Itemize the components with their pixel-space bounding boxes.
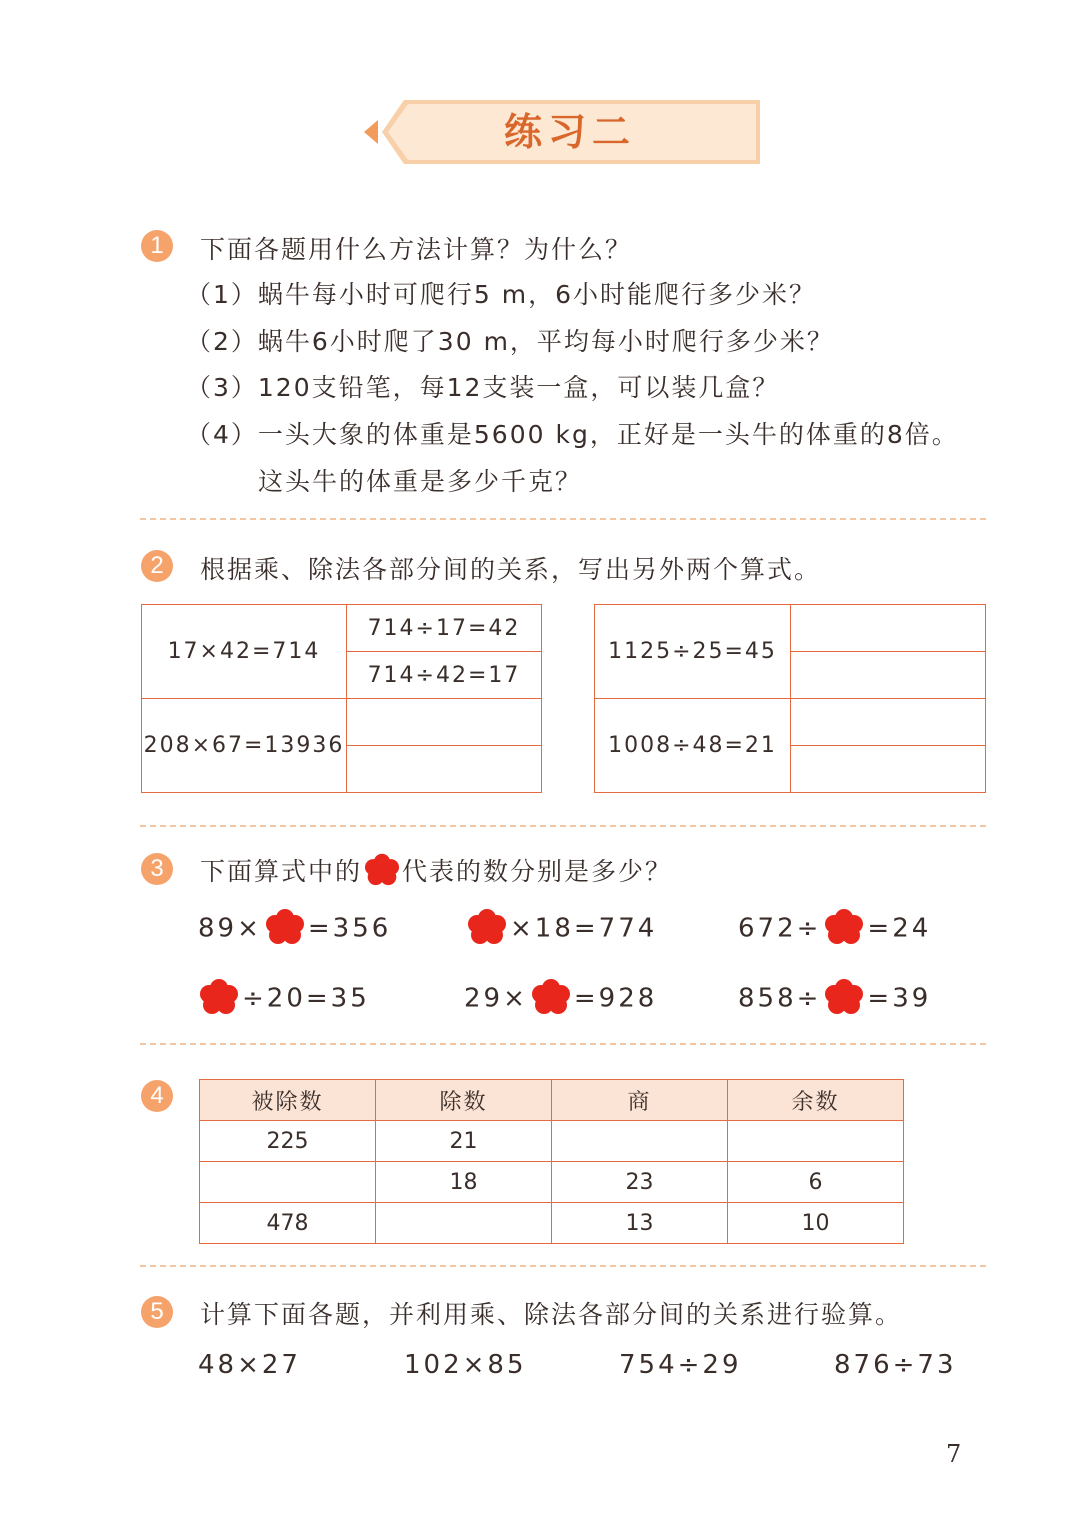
question-1-item-continuation: 这头牛的体重是多少千克？ [258,467,583,496]
column-header: 被除数 [200,1080,376,1121]
table-cell: 6 [728,1162,904,1203]
answer-cell [347,746,542,793]
question-number-badge: 1 [141,230,173,262]
red-flower-icon [264,907,306,945]
question-1-item: （4）一头大象的体重是5600 kg，正好是一头牛的体重的8倍。 [186,420,959,449]
equation [464,980,657,1018]
section-divider [140,518,986,520]
exercise: 48×27 [198,1350,301,1380]
red-flower-icon [823,977,865,1015]
question-1-prompt: 下面各题用什么方法计算？为什么？ [200,235,633,264]
table-row [200,1203,904,1244]
exercise: 876÷73 [834,1350,957,1380]
title-banner [364,98,764,166]
answer-cell [791,652,986,699]
table-cell: 13 [552,1203,728,1244]
table-cell: 18 [376,1162,552,1203]
question-number-badge: 3 [141,853,173,885]
table-cell [376,1203,552,1244]
equation-left: 672÷ [738,913,822,944]
equation [198,910,391,948]
section-divider [140,825,986,827]
question-number-badge: 2 [141,550,173,582]
division-table [199,1079,904,1244]
red-flower-icon [530,977,572,1015]
prompt-text: 下面算式中的 [200,857,363,886]
answer-cell: 714÷42=17 [347,652,542,699]
equation-right: =24 [867,913,932,944]
equation-left: 89× [198,913,262,944]
equation-right: ÷20=35 [242,983,370,1014]
given-equation: 208×67=13936 [142,699,347,793]
equation-right: =39 [867,983,932,1014]
equation-right: =928 [573,983,658,1014]
question-1-item: （2）蜗牛6小时爬了30 m，平均每小时爬行多少米？ [186,327,834,356]
equation [738,910,931,948]
answer-cell: 714÷17=42 [347,605,542,652]
equation-left: 858÷ [738,983,822,1014]
column-header: 除数 [376,1080,552,1121]
table-cell [728,1121,904,1162]
question-1-item: （3）120支铅笔，每12支装一盒，可以装几盒？ [186,373,780,402]
exercise: 754÷29 [619,1350,742,1380]
table-cell: 23 [552,1162,728,1203]
column-header: 商 [552,1080,728,1121]
given-equation: 1125÷25=45 [595,605,791,699]
table-header-row [200,1080,904,1121]
table-cell: 21 [376,1121,552,1162]
prompt-text: 代表的数分别是多少？ [402,857,673,886]
answer-cell [791,605,986,652]
equation [464,910,657,948]
question-3-prompt [200,852,672,890]
table-cell: 10 [728,1203,904,1244]
relation-table-left [141,604,542,793]
equation [738,980,931,1018]
given-equation: 1008÷48=21 [595,699,791,793]
question-1-item: （1）蜗牛每小时可爬行5 m，6小时能爬行多少米？ [186,280,817,309]
section-divider [140,1265,986,1267]
table-row [200,1162,904,1203]
question-number-badge: 4 [141,1080,173,1112]
table-cell [200,1162,376,1203]
equation-right: =356 [307,913,392,944]
equation-right: ×18=774 [510,913,658,944]
question-5-prompt: 计算下面各题，并利用乘、除法各部分间的关系进行验算。 [200,1300,903,1329]
column-header: 余数 [728,1080,904,1121]
table-row [200,1121,904,1162]
red-flower-icon [823,907,865,945]
answer-cell [791,746,986,793]
given-equation: 17×42=714 [142,605,347,699]
question-number-badge: 5 [141,1296,173,1328]
table-cell: 225 [200,1121,376,1162]
answer-cell [347,699,542,746]
red-flower-icon [466,907,508,945]
answer-cell [791,699,986,746]
equation-left: 29× [464,983,528,1014]
relation-table-right [594,604,986,793]
page-number: 7 [946,1440,962,1468]
question-2-prompt: 根据乘、除法各部分间的关系，写出另外两个算式。 [200,555,822,584]
table-cell [552,1121,728,1162]
red-flower-icon [362,852,402,886]
page-title: 练习二 [503,109,636,154]
section-divider [140,1043,986,1045]
exercise: 102×85 [404,1350,527,1380]
equation [196,980,370,1018]
red-flower-icon [198,977,240,1015]
table-cell: 478 [200,1203,376,1244]
